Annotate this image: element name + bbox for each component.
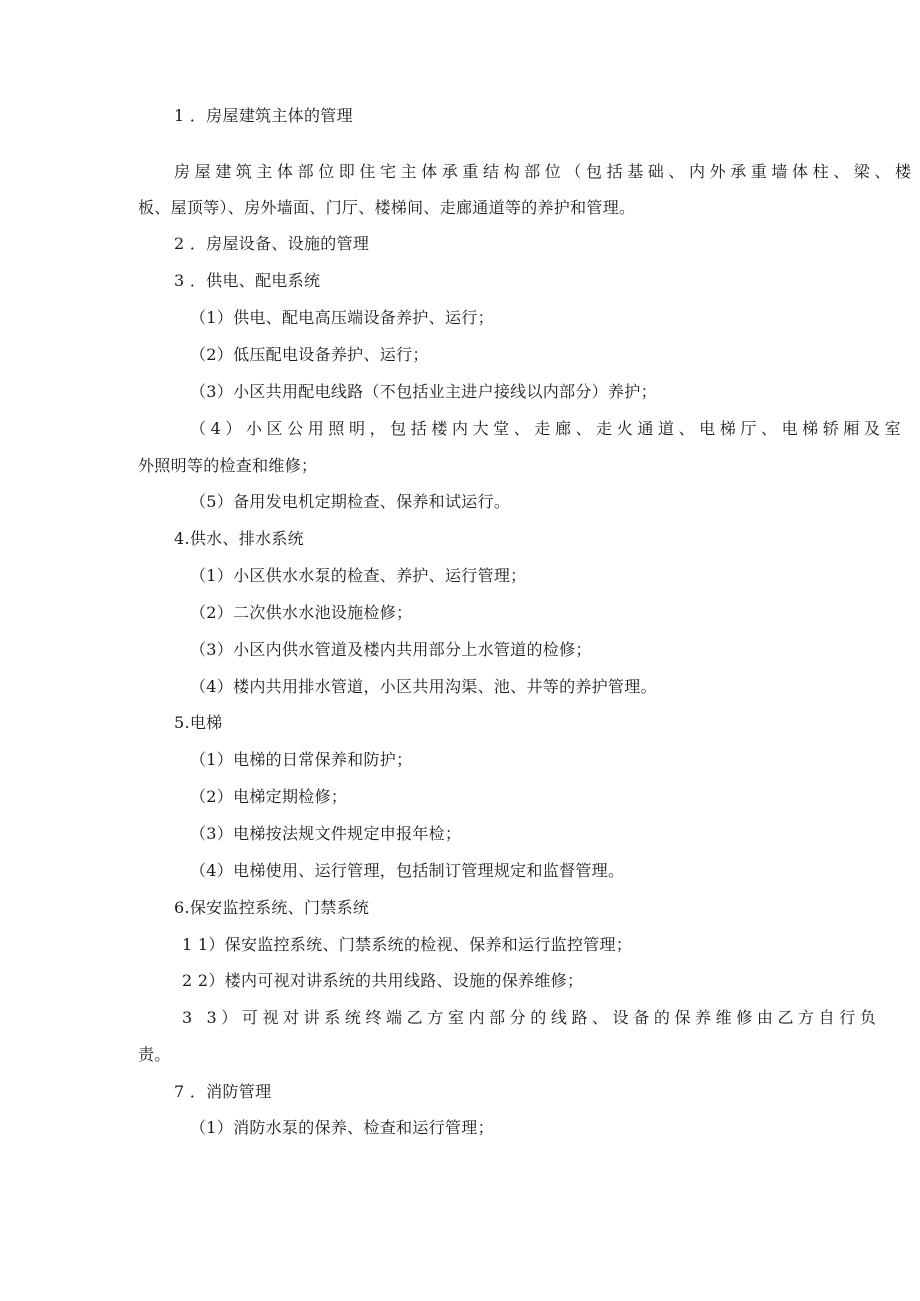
list-item: （1）供电、配电高压端设备养护、运行；: [190, 308, 494, 327]
list-item: （1）小区供水水泵的检查、养护、运行管理；: [190, 566, 527, 585]
paragraph-line: 房屋建筑主体部位即住宅主体承重结构部位（包括基础、内外承重墙体柱、梁、楼: [174, 162, 916, 181]
list-item-continuation: 责。: [138, 1045, 171, 1064]
list-item: （2）低压配电设备养护、运行；: [190, 345, 429, 364]
list-item: （4）小区公用照明，包括楼内大堂、走廊、走火通道、电梯厅、电梯轿厢及室: [190, 419, 906, 438]
list-item: （2）二次供水水池设施检修；: [190, 603, 413, 622]
list-item: （2）电梯定期检修；: [190, 787, 348, 806]
heading-water: 4.供水、排水系统: [174, 529, 304, 548]
list-item: （3）小区共用配电线路（不包括业主进户接线以内部分）养护；: [190, 382, 657, 401]
list-item: （3）小区内供水管道及楼内共用部分上水管道的检修；: [190, 640, 592, 659]
list-item-continuation: 外照明等的检查和维修；: [138, 456, 318, 475]
list-item: 2 2）楼内可视对讲系统的共用线路、设施的保养维修；: [182, 971, 584, 990]
heading-equipment: 2 ．房屋设备、设施的管理: [174, 234, 370, 253]
list-item: 3 3）可视对讲系统终端乙方室内部分的线路、设备的保养维修由乙方自行负: [182, 1008, 881, 1027]
list-item: 1 1）保安监控系统、门禁系统的检视、保养和运行监控管理；: [182, 935, 633, 954]
paragraph-line: 板、屋顶等）、房外墙面、门厅、楼梯间、走廊通道等的养护和管理。: [138, 198, 636, 217]
list-item: （4）楼内共用排水管道，小区共用沟渠、池、井等的养护管理。: [190, 677, 657, 696]
list-item: （3）电梯按法规文件规定申报年检；: [190, 824, 462, 843]
list-item: （1）电梯的日常保养和防护；: [190, 750, 413, 769]
heading-fire: 7 ．消防管理: [174, 1082, 272, 1101]
list-item: （1）消防水泵的保养、检查和运行管理；: [190, 1118, 494, 1137]
heading-power: 3 ．供电、配电系统: [174, 271, 321, 290]
list-item: （4）电梯使用、运行管理，包括制订管理规定和监督管理。: [190, 861, 625, 880]
heading-security: 6.保安监控系统、门禁系统: [174, 898, 370, 917]
heading-elevator: 5.电梯: [174, 713, 223, 732]
list-item: （5）备用发电机定期检查、保养和试运行。: [190, 492, 511, 511]
heading-building-main: 1 ．房屋建筑主体的管理: [174, 106, 353, 125]
